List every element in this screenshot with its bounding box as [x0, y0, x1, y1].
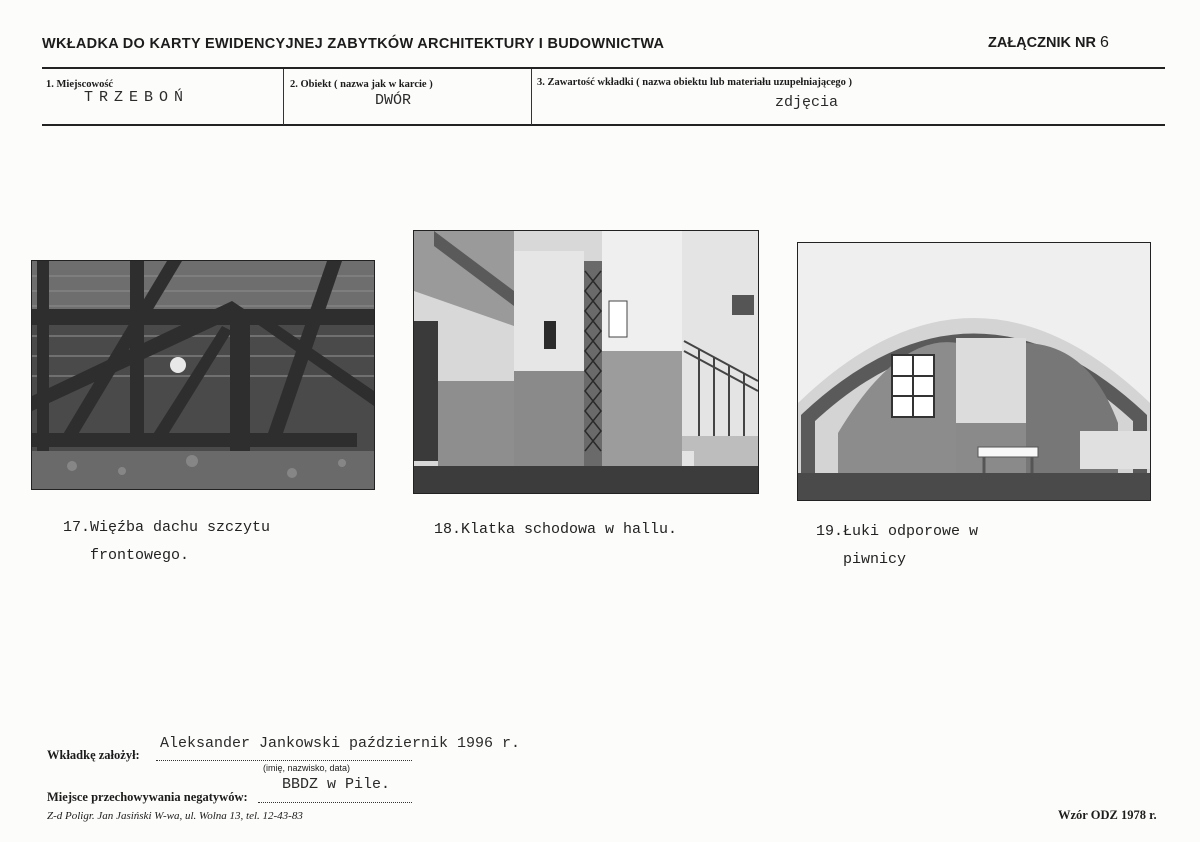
content-label: 3. Zawartość wkładki ( nazwa obiektu lub materiału uzupełniającego )	[537, 77, 853, 88]
author-dotted-line	[156, 760, 412, 761]
field-divider-1	[283, 69, 284, 125]
fields-bottom-rule	[42, 124, 1165, 126]
object-label: 2. Obiekt ( nazwa jak w karcie )	[290, 79, 433, 90]
form-title: WKŁADKA DO KARTY EWIDENCYJNEJ ZABYTKÓW ARCHITEKTURY I BUDOWNICTWA	[42, 36, 665, 52]
annex-number: 6	[1099, 34, 1109, 51]
object-value: DWÓR	[375, 92, 412, 109]
caption-photo-18: 18.Klatka schodowa w hallu.	[434, 521, 678, 538]
form-code: Wzór ODZ 1978 r.	[1058, 808, 1157, 822]
annex-label-text: ZAŁĄCZNIK NR	[988, 35, 1096, 51]
storage-value: BBDZ w Pile.	[282, 776, 391, 793]
storage-dotted-line	[258, 802, 412, 803]
annex-label	[988, 34, 1109, 52]
field-divider-2	[531, 69, 532, 125]
author-label: Wkładkę założył:	[47, 748, 140, 762]
top-rule	[42, 67, 1165, 69]
photo-staircase	[413, 230, 759, 494]
photo-cellar-arches	[797, 242, 1151, 501]
content-value: zdjęcia	[775, 94, 839, 111]
place-value: TRZEBOŃ	[84, 89, 190, 106]
storage-label: Miejsce przechowywania negatywów:	[47, 790, 248, 804]
author-value: Aleksander Jankowski październik 1996 r.	[160, 735, 521, 752]
caption-photo-17: 17.Więźba dachu szczytu frontowego.	[63, 519, 271, 564]
place-label: 1. Miejscowość	[46, 79, 114, 90]
photo-roof-truss	[31, 260, 375, 490]
printer-imprint: Z-d Poligr. Jan Jasiński W-wa, ul. Wolna 13, tel. 12-43-83	[47, 810, 303, 822]
caption-photo-19: 19.Łuki odporowe w piwnicy	[816, 523, 979, 568]
author-note: (imię, nazwisko, data)	[263, 763, 351, 773]
